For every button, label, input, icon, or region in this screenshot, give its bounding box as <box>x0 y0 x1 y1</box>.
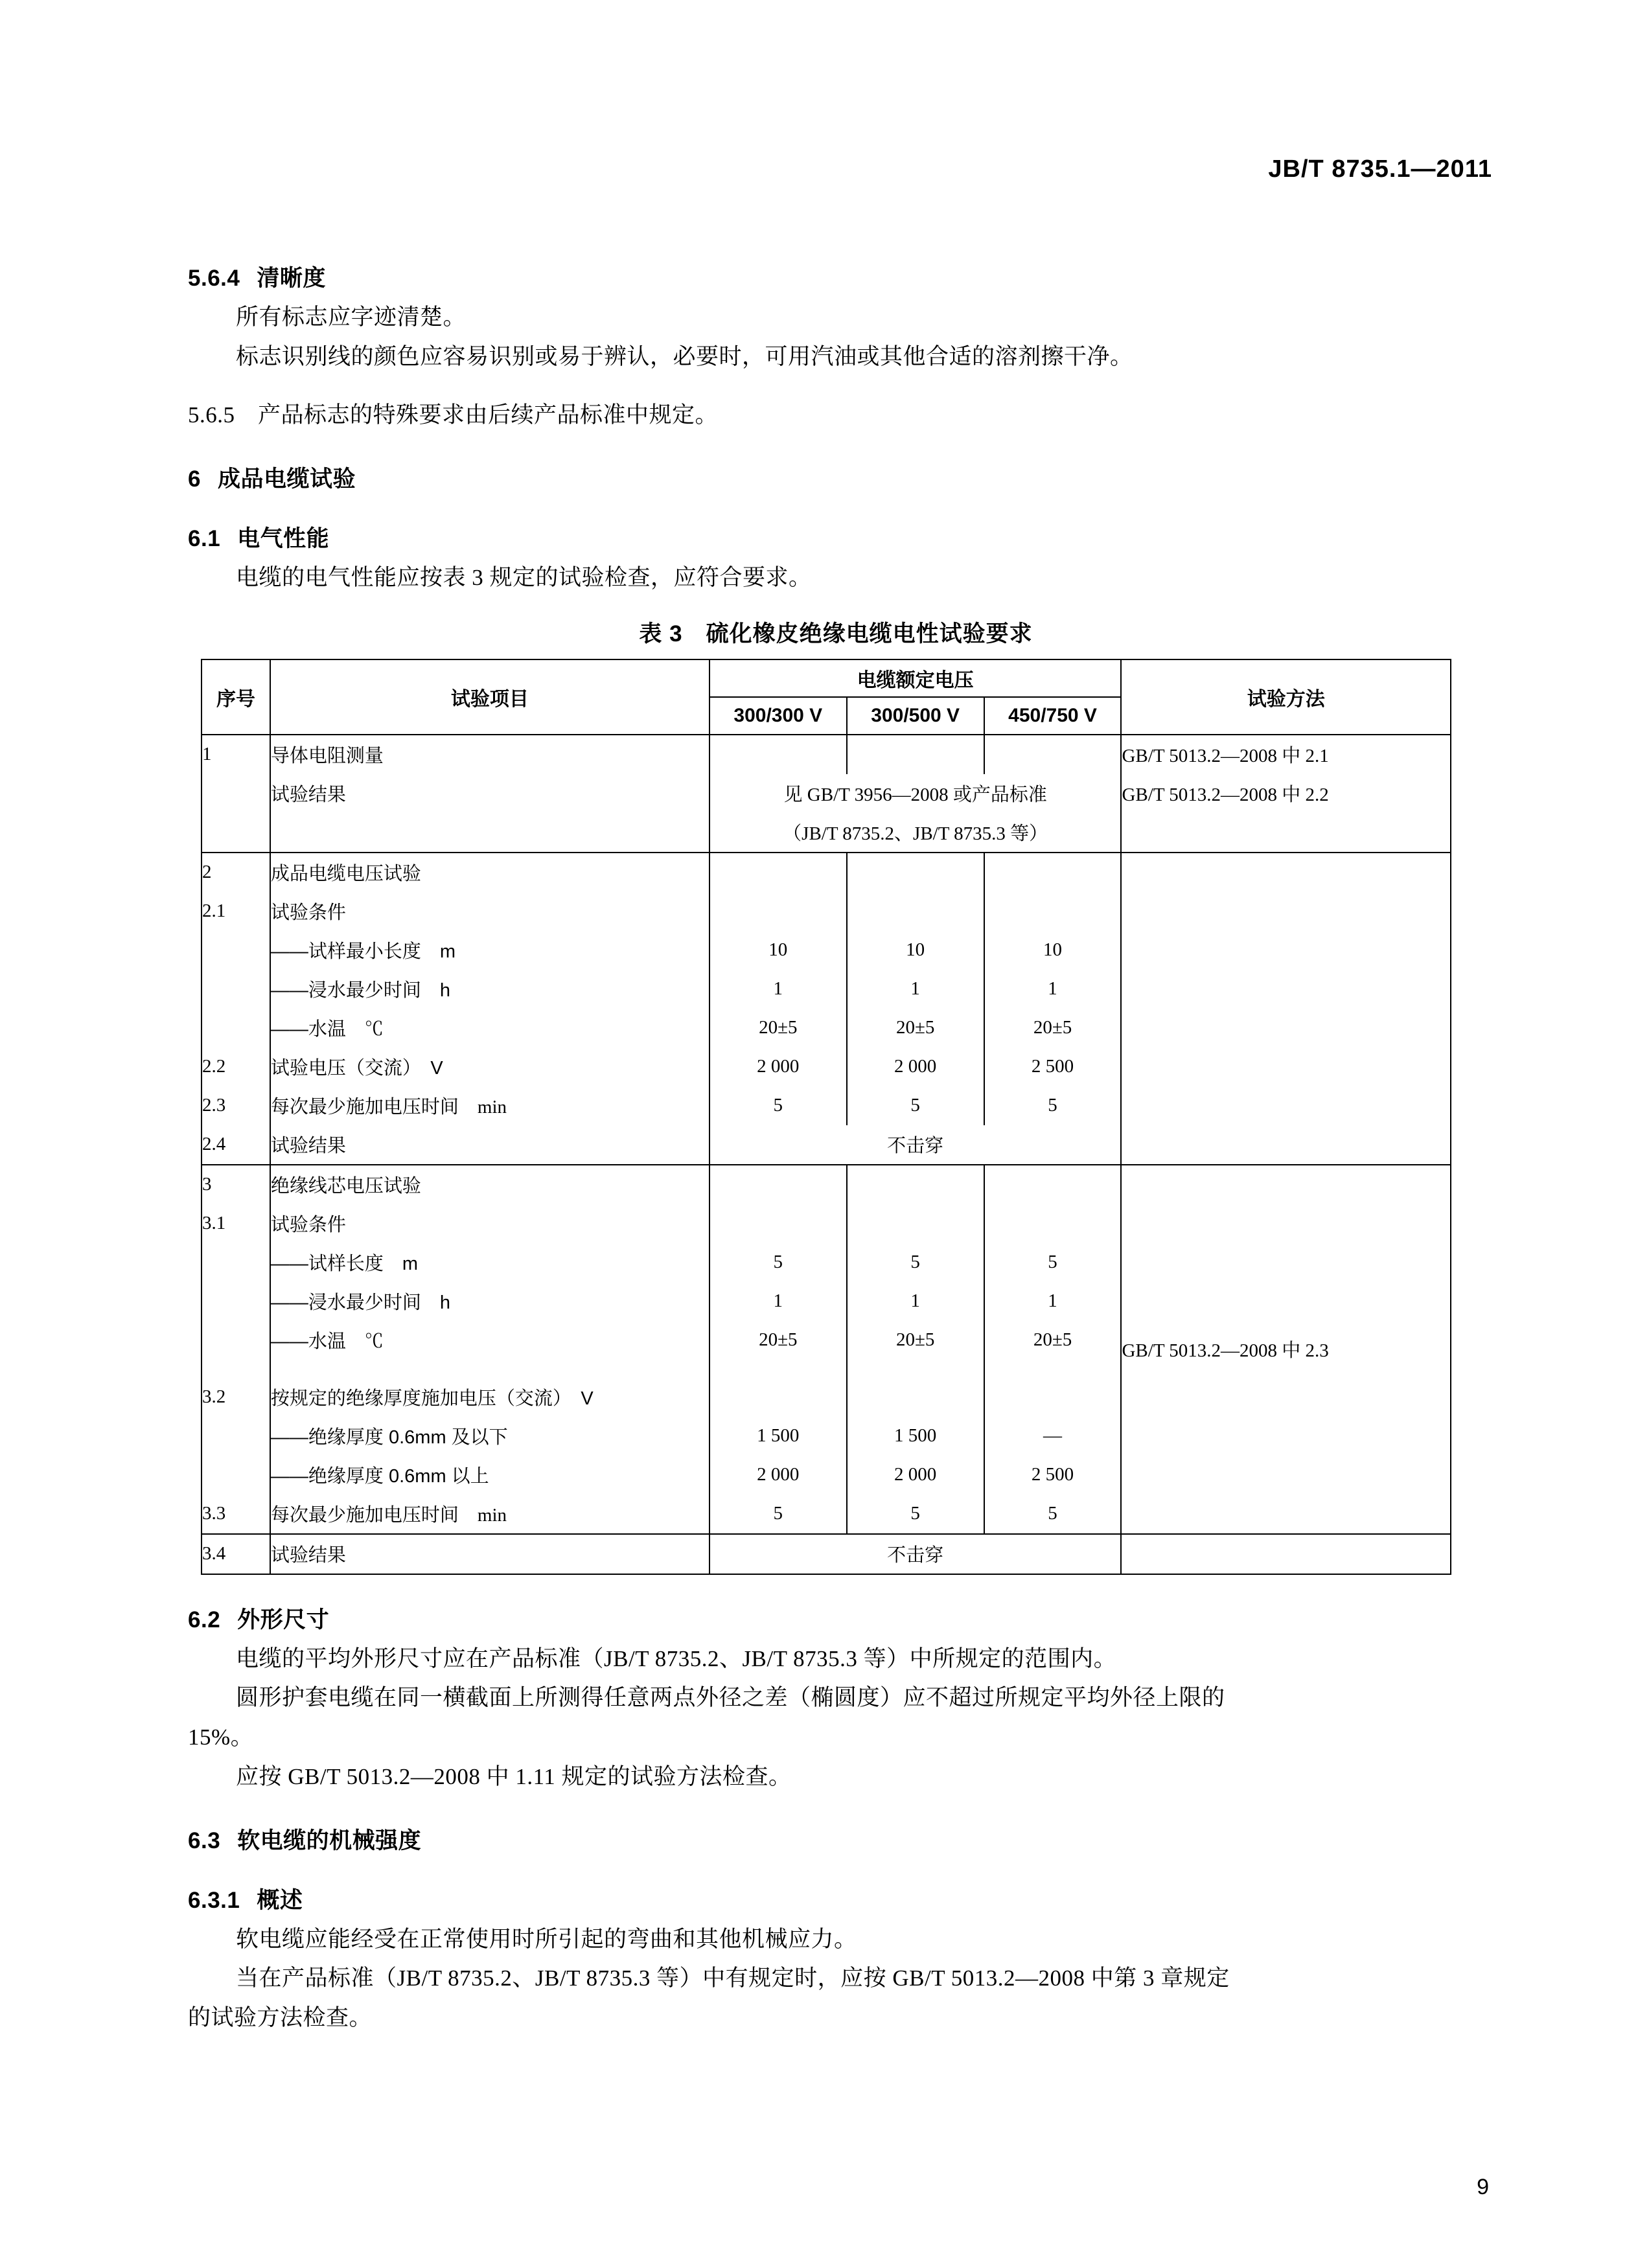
heading-6-3 <box>188 1823 1484 1855</box>
heading-6-1 <box>188 521 1484 553</box>
table-3-header-row-1 <box>202 659 1451 697</box>
heading-5-6-4-number: 5.6.4 <box>188 266 240 291</box>
cell-v1 <box>709 1360 847 1378</box>
cell-v2 <box>847 735 984 774</box>
cell-v2: 5 <box>847 1086 984 1125</box>
paragraph-6-3-1-2-cont: 的试验方法检查。 <box>188 2004 373 2030</box>
cell-method: GB/T 5013.2—2008 中 2.2 <box>1121 774 1451 813</box>
th-voltage-group: 电缆额定电压 <box>709 659 1122 697</box>
heading-6-1-number: 6.1 <box>188 526 221 552</box>
heading-5-6-4 <box>188 260 1484 293</box>
cell-no: 3 <box>202 1165 270 1204</box>
paragraph-6-3-1-2: 当在产品标准（JB/T 8735.2、JB/T 8735.3 等）中有规定时，应按 GB/T 5013.2—2008 中第 3 章规定 <box>236 1965 1230 1991</box>
cell-no: 2.1 <box>202 892 270 931</box>
cell-item: ——水温 ℃ <box>270 1009 709 1048</box>
cell-item: 绝缘线芯电压试验 <box>270 1165 709 1204</box>
cell-span-note: 不击穿 <box>709 1534 1122 1574</box>
cell-no <box>202 813 270 853</box>
cell-no <box>202 774 270 813</box>
heading-6-3-1 <box>188 1883 1484 1915</box>
cell-method: GB/T 5013.2—2008 中 2.3 <box>1121 1165 1451 1534</box>
paragraph-5-6-4-2: 标志识别线的颜色应容易识别或易于辨认，必要时，可用汽油或其他合适的溶剂擦干净。 <box>236 343 1133 369</box>
cell-v2: 2 000 <box>847 1456 984 1495</box>
cell-span-note: （JB/T 8735.2、JB/T 8735.3 等） <box>709 813 1122 853</box>
cell-span-note: 见 GB/T 3956—2008 或产品标准 <box>709 774 1122 813</box>
cell-item: 试验电压（交流） V <box>270 1048 709 1086</box>
cell-no: 2.4 <box>202 1125 270 1165</box>
cell-v2 <box>847 1378 984 1417</box>
paragraph-6-2-2-cont: 15%。 <box>188 1724 254 1750</box>
cell-v2 <box>847 853 984 892</box>
table-3 <box>201 659 1451 1575</box>
cell-v1 <box>709 735 847 774</box>
cell-v3 <box>984 853 1122 892</box>
cell-v3: — <box>984 1417 1122 1456</box>
cell-method <box>1121 853 1451 1165</box>
cell-v3: 5 <box>984 1495 1122 1534</box>
cell-v2: 1 <box>847 970 984 1009</box>
cell-item: 试验结果 <box>270 1534 709 1574</box>
cell-no: 2 <box>202 853 270 892</box>
cell-v3 <box>984 1378 1122 1417</box>
cell-item: 试验条件 <box>270 892 709 931</box>
heading-6-3-title: 软电缆的机械强度 <box>237 1827 422 1853</box>
cell-v1 <box>709 1165 847 1204</box>
cell-no: 3.4 <box>202 1534 270 1574</box>
cell-no <box>202 970 270 1009</box>
cell-v1: 1 <box>709 970 847 1009</box>
cell-v2: 2 000 <box>847 1048 984 1086</box>
th-item: 试验项目 <box>270 659 709 735</box>
cell-v2: 5 <box>847 1495 984 1534</box>
cell-v3: 20±5 <box>984 1009 1122 1048</box>
cell-item: ——绝缘厚度 0.6mm 以上 <box>270 1456 709 1495</box>
cell-no: 2.3 <box>202 1086 270 1125</box>
cell-v2 <box>847 1360 984 1378</box>
cell-v1: 5 <box>709 1243 847 1282</box>
cell-v3: 10 <box>984 931 1122 970</box>
cell-v1: 5 <box>709 1086 847 1125</box>
cell-v1 <box>709 1378 847 1417</box>
cell-no <box>202 1456 270 1495</box>
cell-item: ——水温 ℃ <box>270 1321 709 1360</box>
cell-method: GB/T 5013.2—2008 中 2.1 <box>1121 735 1451 774</box>
heading-6-2 <box>188 1602 1484 1634</box>
cell-item: ——试样最小长度 m <box>270 931 709 970</box>
heading-6 <box>188 461 1484 494</box>
cell-item: ——浸水最少时间 h <box>270 1282 709 1321</box>
cell-item <box>270 813 709 853</box>
cell-v2: 5 <box>847 1243 984 1282</box>
paragraph-5-6-4-1: 所有标志应字迹清楚。 <box>236 304 467 330</box>
cell-no: 3.1 <box>202 1204 270 1243</box>
cell-no: 1 <box>202 735 270 774</box>
cell-span-note: 不击穿 <box>709 1125 1122 1165</box>
cell-item: ——绝缘厚度 0.6mm 及以下 <box>270 1417 709 1456</box>
cell-v1: 5 <box>709 1495 847 1534</box>
cell-no <box>202 1417 270 1456</box>
table-row <box>202 1534 1451 1574</box>
paragraph-6-2-3: 应按 GB/T 5013.2—2008 中 1.11 规定的试验方法检查。 <box>236 1763 792 1789</box>
paragraph-6-2-2: 圆形护套电缆在同一横截面上所测得任意两点外径之差（椭圆度）应不超过所规定平均外径上限的 <box>236 1685 1225 1711</box>
table-3-caption: 表 3 硫化橡皮绝缘电缆电性试验要求 <box>639 621 1033 647</box>
cell-v3: 2 500 <box>984 1456 1122 1495</box>
cell-no <box>202 1321 270 1360</box>
page-number: 9 <box>1477 2175 1489 2199</box>
cell-v3: 1 <box>984 970 1122 1009</box>
cell-v2: 10 <box>847 931 984 970</box>
th-voltage-450-750: 450/750 V <box>984 697 1122 735</box>
cell-item: 成品电缆电压试验 <box>270 853 709 892</box>
heading-5-6-4-title: 清晰度 <box>257 266 326 291</box>
table-row <box>202 853 1451 892</box>
cell-v2 <box>847 1165 984 1204</box>
cell-no <box>202 931 270 970</box>
cell-item: 按规定的绝缘厚度施加电压（交流） V <box>270 1378 709 1417</box>
cell-v1: 10 <box>709 931 847 970</box>
cell-v2 <box>847 1204 984 1243</box>
heading-6-2-title: 外形尺寸 <box>237 1607 330 1632</box>
cell-item: 试验条件 <box>270 1204 709 1243</box>
cell-v2: 1 500 <box>847 1417 984 1456</box>
cell-no <box>202 1282 270 1321</box>
cell-no: 3.3 <box>202 1495 270 1534</box>
table-row <box>202 1165 1451 1204</box>
cell-no <box>202 1009 270 1048</box>
heading-6-2-number: 6.2 <box>188 1607 221 1632</box>
cell-item: 试验结果 <box>270 1125 709 1165</box>
cell-v2: 20±5 <box>847 1321 984 1360</box>
cell-v1: 2 000 <box>709 1048 847 1086</box>
cell-no <box>202 1243 270 1282</box>
cell-item: 每次最少施加电压时间 min <box>270 1086 709 1125</box>
paragraph-6-2-1: 电缆的平均外形尺寸应在产品标准（JB/T 8735.2、JB/T 8735.3 等）中所规定的范围内。 <box>236 1645 1117 1671</box>
cell-method <box>1121 1534 1451 1574</box>
document-body <box>188 233 1484 2039</box>
heading-6-number: 6 <box>188 466 201 492</box>
cell-v3: 5 <box>984 1086 1122 1125</box>
cell-v1: 1 500 <box>709 1417 847 1456</box>
cell-v1: 2 000 <box>709 1456 847 1495</box>
cell-item <box>270 1360 709 1378</box>
heading-6-title: 成品电缆试验 <box>217 466 356 492</box>
cell-item: 试验结果 <box>270 774 709 813</box>
cell-v3 <box>984 1360 1122 1378</box>
paragraph-6-1-1: 电缆的电气性能应按表 3 规定的试验检查，应符合要求。 <box>236 565 812 591</box>
cell-v3 <box>984 1204 1122 1243</box>
cell-v1 <box>709 853 847 892</box>
cell-method <box>1121 813 1451 853</box>
cell-v1 <box>709 892 847 931</box>
cell-v3: 1 <box>984 1282 1122 1321</box>
cell-item: 每次最少施加电压时间 min <box>270 1495 709 1534</box>
cell-v2 <box>847 892 984 931</box>
page-header-standard-code: JB/T 8735.1—2011 <box>1268 155 1492 183</box>
cell-no <box>202 1360 270 1378</box>
cell-no: 3.2 <box>202 1378 270 1417</box>
heading-6-3-1-title: 概述 <box>257 1887 303 1913</box>
cell-v3 <box>984 1165 1122 1204</box>
paragraph-6-3-1-1: 软电缆应能经受在正常使用时所引起的弯曲和其他机械应力。 <box>236 1926 857 1952</box>
cell-v1: 20±5 <box>709 1009 847 1048</box>
cell-v2: 1 <box>847 1282 984 1321</box>
cell-item: 导体电阻测量 <box>270 735 709 774</box>
cell-v3: 20±5 <box>984 1321 1122 1360</box>
th-no: 序号 <box>202 659 270 735</box>
cell-item: ——浸水最少时间 h <box>270 970 709 1009</box>
cell-v3 <box>984 892 1122 931</box>
heading-6-1-title: 电气性能 <box>237 526 330 552</box>
th-voltage-300-500: 300/500 V <box>847 697 984 735</box>
table-row <box>202 735 1451 774</box>
cell-no: 2.2 <box>202 1048 270 1086</box>
heading-6-3-1-number: 6.3.1 <box>188 1887 240 1913</box>
cell-v1: 1 <box>709 1282 847 1321</box>
cell-v1 <box>709 1204 847 1243</box>
cell-v3: 5 <box>984 1243 1122 1282</box>
cell-v3: 2 500 <box>984 1048 1122 1086</box>
th-method: 试验方法 <box>1121 659 1451 735</box>
table-row <box>202 774 1451 813</box>
cell-v1: 20±5 <box>709 1321 847 1360</box>
cell-v3 <box>984 735 1122 774</box>
table-row <box>202 813 1451 853</box>
cell-v2: 20±5 <box>847 1009 984 1048</box>
cell-item: ——试样长度 m <box>270 1243 709 1282</box>
th-voltage-300-300: 300/300 V <box>709 697 847 735</box>
paragraph-5-6-5: 5.6.5 产品标志的特殊要求由后续产品标准中规定。 <box>188 402 719 428</box>
heading-6-3-number: 6.3 <box>188 1827 221 1853</box>
